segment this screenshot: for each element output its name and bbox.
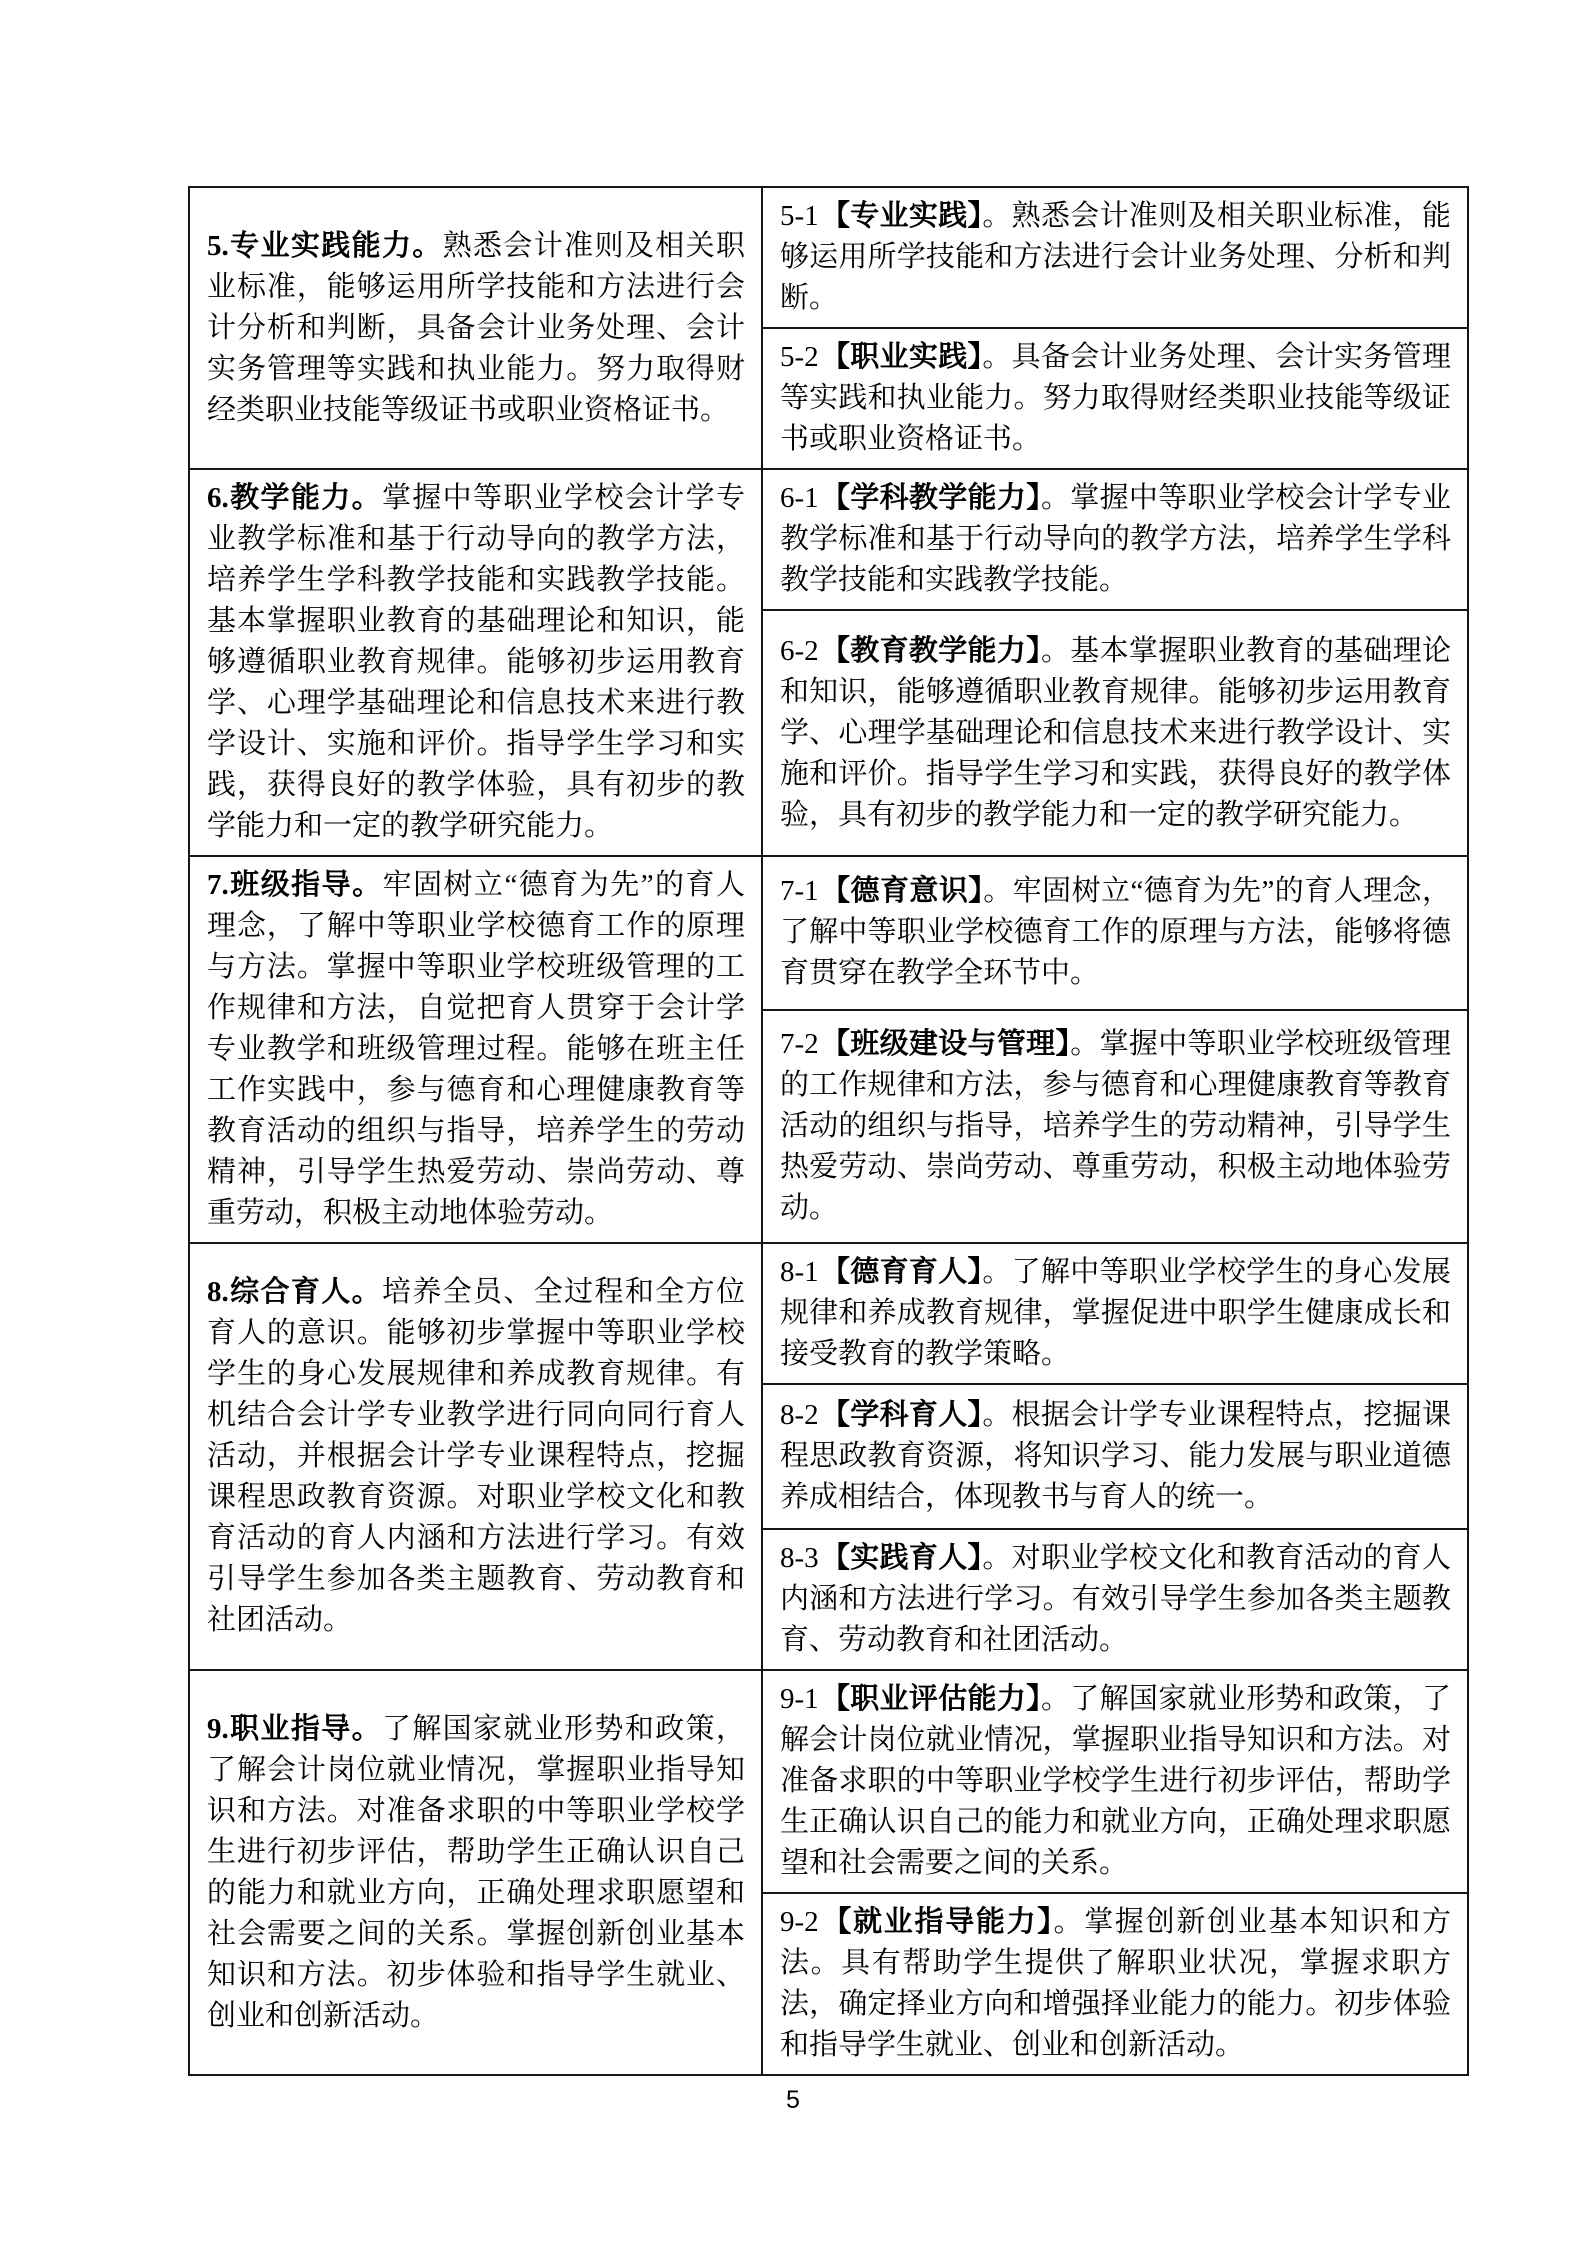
indicator-text: 。根据会计学专业课程特点，挖掘课程思政教育资源，将知识学习、能力发展与职业道德养成相结合，体现教书与育人的统一。: [780, 1399, 1451, 1513]
indicator-tag: 【就业指导能力】: [820, 1906, 1054, 1938]
indicator-tag: 【德育意识】: [820, 875, 984, 908]
competency-requirements-table: [188, 186, 1469, 2076]
requirement-label: 7.班级指导。: [207, 869, 383, 901]
indicator-text: 。基本掌握职业教育的基础理论和知识，能够遵循职业教育规律。能够初步运用教育学、心理学基础理论和信息技术来进行教学设计、实施和评价。指导学生学习和实践，获得良好的教学体验，具有初步的教学能力和一定的教学研究能力。: [780, 634, 1451, 831]
indicator-tag: 【德育育人】: [820, 1256, 983, 1288]
indicator-id: 8-1: [780, 1256, 819, 1288]
indicator-id: 5-1: [780, 200, 819, 232]
requirement-cell-6: [189, 469, 762, 856]
indicator-text: 。了解中等职业学校学生的身心发展规律和养成教育规律，掌握促进中职学生健康成长和接受教育的教学策略。: [780, 1256, 1451, 1370]
indicator-id: 8-2: [780, 1399, 819, 1431]
page-number: 5: [786, 2086, 800, 2114]
indicator-cell-8-1: [762, 1243, 1468, 1384]
indicator-tag: 【学科教学能力】: [820, 482, 1041, 515]
requirement-cell-5: [189, 187, 762, 469]
indicator-tag: 【教育教学能力】: [820, 634, 1041, 667]
indicator-text: 。了解国家就业形势和政策，了解会计岗位就业情况，掌握职业指导知识和方法。对准备求职的中等职业学校学生进行初步评估，帮助学生正确认识自己的能力和就业方向，正确处理求职愿望和社会需要之间的关系。: [780, 1683, 1451, 1879]
indicator-text: 。牢固树立“德育为先”的育人理念，了解中等职业学校德育工作的原理与方法，能够将德育贯穿在教学全环节中。: [780, 875, 1451, 990]
indicator-id: 5-2: [780, 341, 819, 373]
indicator-id: 8-3: [780, 1542, 819, 1574]
indicator-id: 9-1: [780, 1683, 819, 1715]
requirement-label: 5.专业实践能力。: [207, 229, 443, 262]
indicator-cell-6-2: [762, 610, 1468, 856]
requirement-text: 培养全员、全过程和全方位育人的意识。能够初步掌握中等职业学校学生的身心发展规律和养成教育规律。有机结合会计学专业教学进行同向同行育人活动，并根据会计学专业课程特点，挖掘课程思政教育资源。对职业学校文化和教育活动的育人内涵和方法进行学习。有效引导学生参加各类主题教育、劳动教育和社团活动。: [207, 1276, 745, 1636]
indicator-id: 7-1: [780, 875, 819, 908]
indicator-text: 。掌握中等职业学校会计学专业教学标准和基于行动导向的教学方法，培养学生学科教学技能和实践教学技能。: [780, 482, 1451, 597]
indicator-text: 。掌握中等职业学校班级管理的工作规律和方法，参与德育和心理健康教育等教育活动的组织与指导，培养学生的劳动精神，引导学生热爱劳动、崇尚劳动、尊重劳动，积极主动地体验劳动。: [780, 1027, 1451, 1224]
requirement-text: 了解国家就业形势和政策，了解会计岗位就业情况，掌握职业指导知识和方法。对准备求职的中等职业学校学生进行初步评估，帮助学生正确认识自己的能力和就业方向，正确处理求职愿望和社会需要之间的关系。掌握创新创业基本知识和方法。初步体验和指导学生就业、创业和创新活动。: [207, 1712, 745, 2032]
requirement-text: 掌握中等职业学校会计学专业教学标准和基于行动导向的教学方法，培养学生学科教学技能和实践教学技能。基本掌握职业教育的基础理论和知识，能够遵循职业教育规律。能够初步运用教育学、心理学基础理论和信息技术来进行教学设计、实施和评价。指导学生学习和实践，获得良好的教学体验，具有初步的教学能力和一定的教学研究能力。: [207, 482, 745, 842]
indicator-id: 6-2: [780, 634, 819, 667]
indicator-id: 9-2: [780, 1906, 819, 1938]
indicator-cell-9-2: [762, 1893, 1468, 2075]
indicator-cell-7-2: [762, 1010, 1468, 1243]
requirement-cell-7: [189, 856, 762, 1243]
indicator-tag: 【职业实践】: [820, 341, 983, 373]
indicator-text: 。掌握创新创业基本知识和方法。具有帮助学生提供了解职业状况，掌握求职方法，确定择业方向和增强择业能力的能力。初步体验和指导学生就业、创业和创新活动。: [780, 1906, 1451, 2061]
indicator-tag: 【职业评估能力】: [820, 1683, 1041, 1715]
indicator-text: 。熟悉会计准则及相关职业标准，能够运用所学技能和方法进行会计业务处理、分析和判断。: [780, 200, 1451, 314]
indicator-tag: 【专业实践】: [820, 200, 983, 232]
indicator-id: 7-2: [780, 1027, 819, 1060]
indicator-cell-6-1: [762, 469, 1468, 610]
indicator-id: 6-1: [780, 482, 819, 515]
requirement-text: 牢固树立“德育为先”的育人理念，了解中等职业学校德育工作的原理与方法。掌握中等职业学校班级管理的工作规律和方法，自觉把育人贯穿于会计学专业教学和班级管理过程。能够在班主任工作实践中，参与德育和心理健康教育等教育活动的组织与指导，培养学生的劳动精神，引导学生热爱劳动、崇尚劳动、尊重劳动，积极主动地体验劳动。: [207, 869, 745, 1229]
requirement-label: 6.教学能力。: [207, 482, 382, 514]
requirement-label: 8.综合育人。: [207, 1276, 382, 1308]
indicator-cell-5-1: [762, 187, 1468, 328]
indicator-cell-7-1: [762, 856, 1468, 1010]
indicator-cell-9-1: [762, 1670, 1468, 1893]
indicator-text: 。具备会计业务处理、会计实务管理等实践和执业能力。努力取得财经类职业技能等级证书或职业资格证书。: [780, 341, 1451, 455]
indicator-tag: 【学科育人】: [820, 1399, 983, 1431]
indicator-tag: 【实践育人】: [820, 1542, 983, 1574]
requirement-cell-8: [189, 1243, 762, 1670]
indicator-cell-8-2: [762, 1384, 1468, 1529]
requirement-cell-9: [189, 1670, 762, 2075]
indicator-text: 。对职业学校文化和教育活动的育人内涵和方法进行学习。有效引导学生参加各类主题教育、劳动教育和社团活动。: [780, 1542, 1451, 1656]
requirement-label: 9.职业指导。: [207, 1712, 382, 1745]
requirement-text: 熟悉会计准则及相关职业标准，能够运用所学技能和方法进行会计分析和判断，具备会计业务处理、会计实务管理等实践和执业能力。努力取得财经类职业技能等级证书或职业资格证书。: [207, 229, 745, 426]
indicator-tag: 【班级建设与管理】: [820, 1027, 1071, 1060]
indicator-cell-5-2: [762, 328, 1468, 469]
indicator-cell-8-3: [762, 1529, 1468, 1670]
